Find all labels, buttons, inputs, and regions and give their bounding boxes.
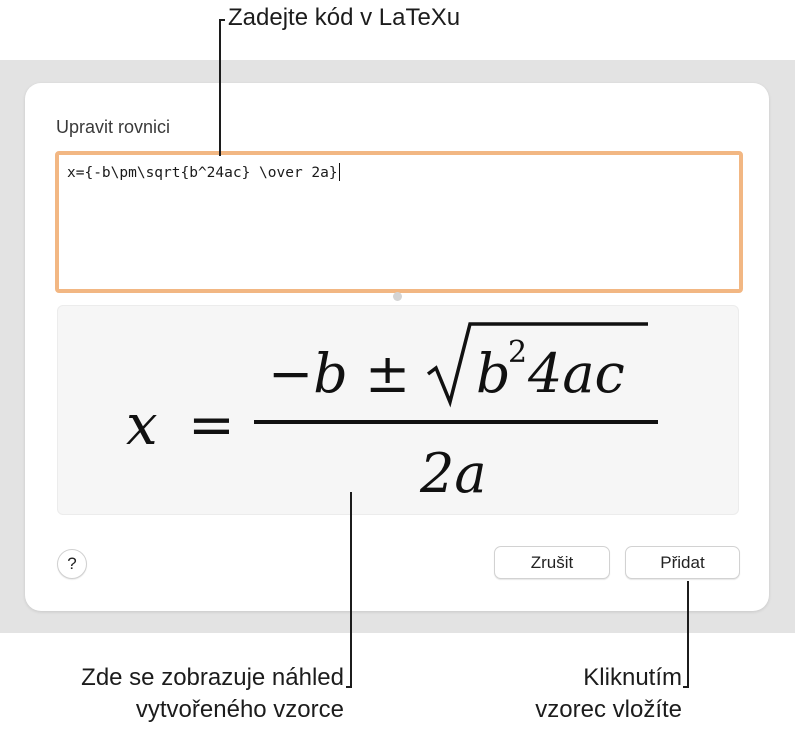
equation-preview <box>57 305 739 515</box>
callout-preview-line1: Zde se zobrazuje náhled <box>81 664 344 691</box>
callout-preview-line2: vytvořeného vzorce <box>135 696 344 723</box>
callout-insert <box>470 662 682 726</box>
callout-leader-insert-tick <box>683 686 689 688</box>
help-button[interactable]: ? <box>57 549 87 579</box>
callout-preview <box>28 662 344 726</box>
callout-latex-field: Zadejte kód v LaTeXu <box>228 4 461 31</box>
callout-leader-latex-tick <box>219 19 225 21</box>
equation-radicand-exponent: 2 <box>508 335 528 370</box>
equation-radicand-rest: 4ac <box>528 342 625 405</box>
callout-insert-line1: Kliknutím <box>583 664 682 691</box>
equation-radicand-base: b <box>476 342 511 405</box>
text-caret <box>339 163 340 181</box>
callout-leader-insert <box>687 581 689 687</box>
equation-equals: = <box>188 393 235 458</box>
callout-insert-line2: vzorec vložíte <box>535 696 682 723</box>
resize-handle[interactable] <box>393 292 402 301</box>
equation-numerator-prefix: −b ± <box>268 342 411 405</box>
dialog-title: Upravit rovnici <box>56 117 171 137</box>
callout-leader-preview-tick <box>346 686 352 688</box>
latex-input-text: x={-b\pm\sqrt{b^24ac} \over 2a} <box>67 165 338 181</box>
equation-preview-render <box>58 306 738 514</box>
callout-leader-latex <box>219 20 221 156</box>
equation-denominator: 2a <box>420 442 487 505</box>
add-button[interactable]: Přidat <box>625 546 740 579</box>
equation-lhs: x <box>126 393 158 458</box>
callout-leader-preview <box>350 492 352 687</box>
cancel-button[interactable]: Zrušit <box>494 546 610 579</box>
latex-input-field[interactable] <box>55 151 743 293</box>
